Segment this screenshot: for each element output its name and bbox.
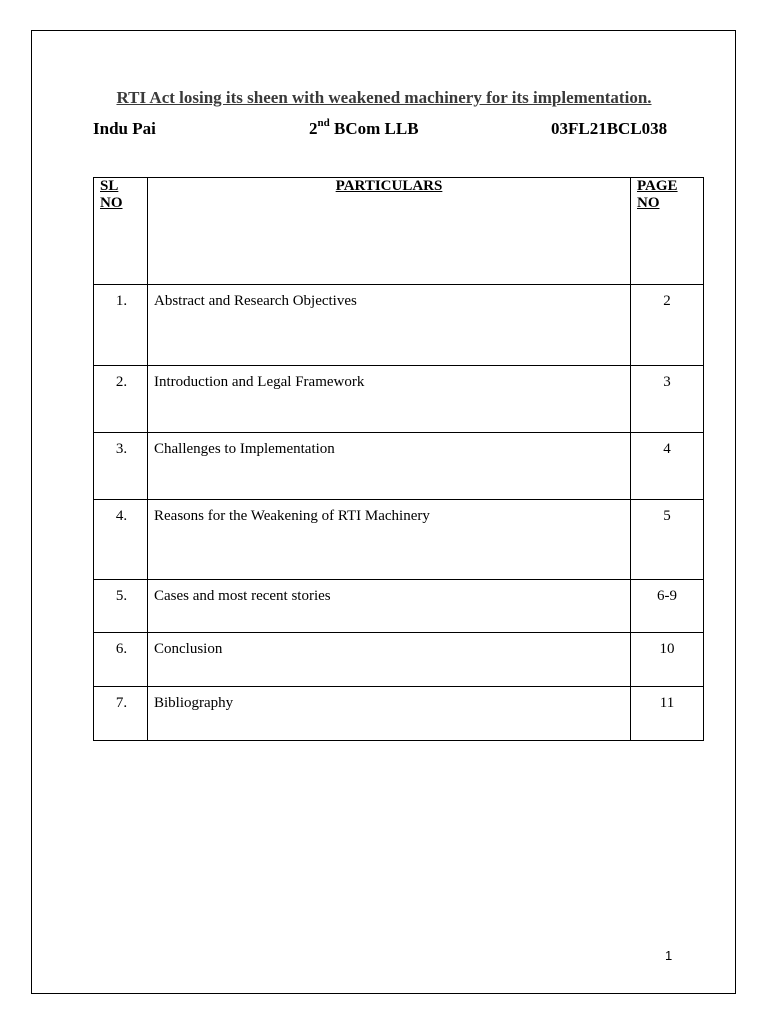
row-sl: 5. — [94, 580, 148, 633]
row-sl: 3. — [94, 433, 148, 500]
row-sl: 1. — [94, 285, 148, 366]
student-id: 03FL21BCL038 — [551, 119, 668, 138]
course-ordinal-suffix: nd — [317, 117, 330, 129]
table-row — [94, 580, 704, 633]
row-page: 2 — [631, 285, 704, 366]
table-row — [94, 687, 704, 741]
page-number: 1 — [665, 948, 673, 963]
document-title: RTI Act losing its sheen with weakened machinery for its implementation. — [116, 88, 652, 107]
row-particular: Reasons for the Weakening of RTI Machinery — [148, 500, 631, 580]
table-header-row — [94, 178, 704, 285]
row-page: 5 — [631, 500, 704, 580]
course-name: BCom LLB — [334, 119, 419, 138]
row-particular: Challenges to Implementation — [148, 433, 631, 500]
row-page: 11 — [631, 687, 704, 741]
header-sl-no: SL NO — [94, 178, 148, 285]
course-ordinal: 2 — [309, 119, 318, 138]
table-row — [94, 500, 704, 580]
author-name: Indu Pai — [93, 119, 156, 138]
row-sl: 4. — [94, 500, 148, 580]
table-row — [94, 285, 704, 366]
row-page: 4 — [631, 433, 704, 500]
header-page-no: PAGE NO — [631, 178, 704, 285]
contents-table — [93, 177, 704, 741]
row-sl: 2. — [94, 366, 148, 433]
row-particular: Abstract and Research Objectives — [148, 285, 631, 366]
row-page: 3 — [631, 366, 704, 433]
row-particular: Introduction and Legal Framework — [148, 366, 631, 433]
header-particulars: PARTICULARS — [148, 178, 631, 285]
table-row — [94, 433, 704, 500]
table-row — [94, 366, 704, 433]
row-sl: 6. — [94, 633, 148, 687]
row-sl: 7. — [94, 687, 148, 741]
row-particular: Bibliography — [148, 687, 631, 741]
course-info — [309, 119, 419, 139]
row-page: 10 — [631, 633, 704, 687]
row-particular: Cases and most recent stories — [148, 580, 631, 633]
row-page: 6-9 — [631, 580, 704, 633]
row-particular: Conclusion — [148, 633, 631, 687]
table-row — [94, 633, 704, 687]
